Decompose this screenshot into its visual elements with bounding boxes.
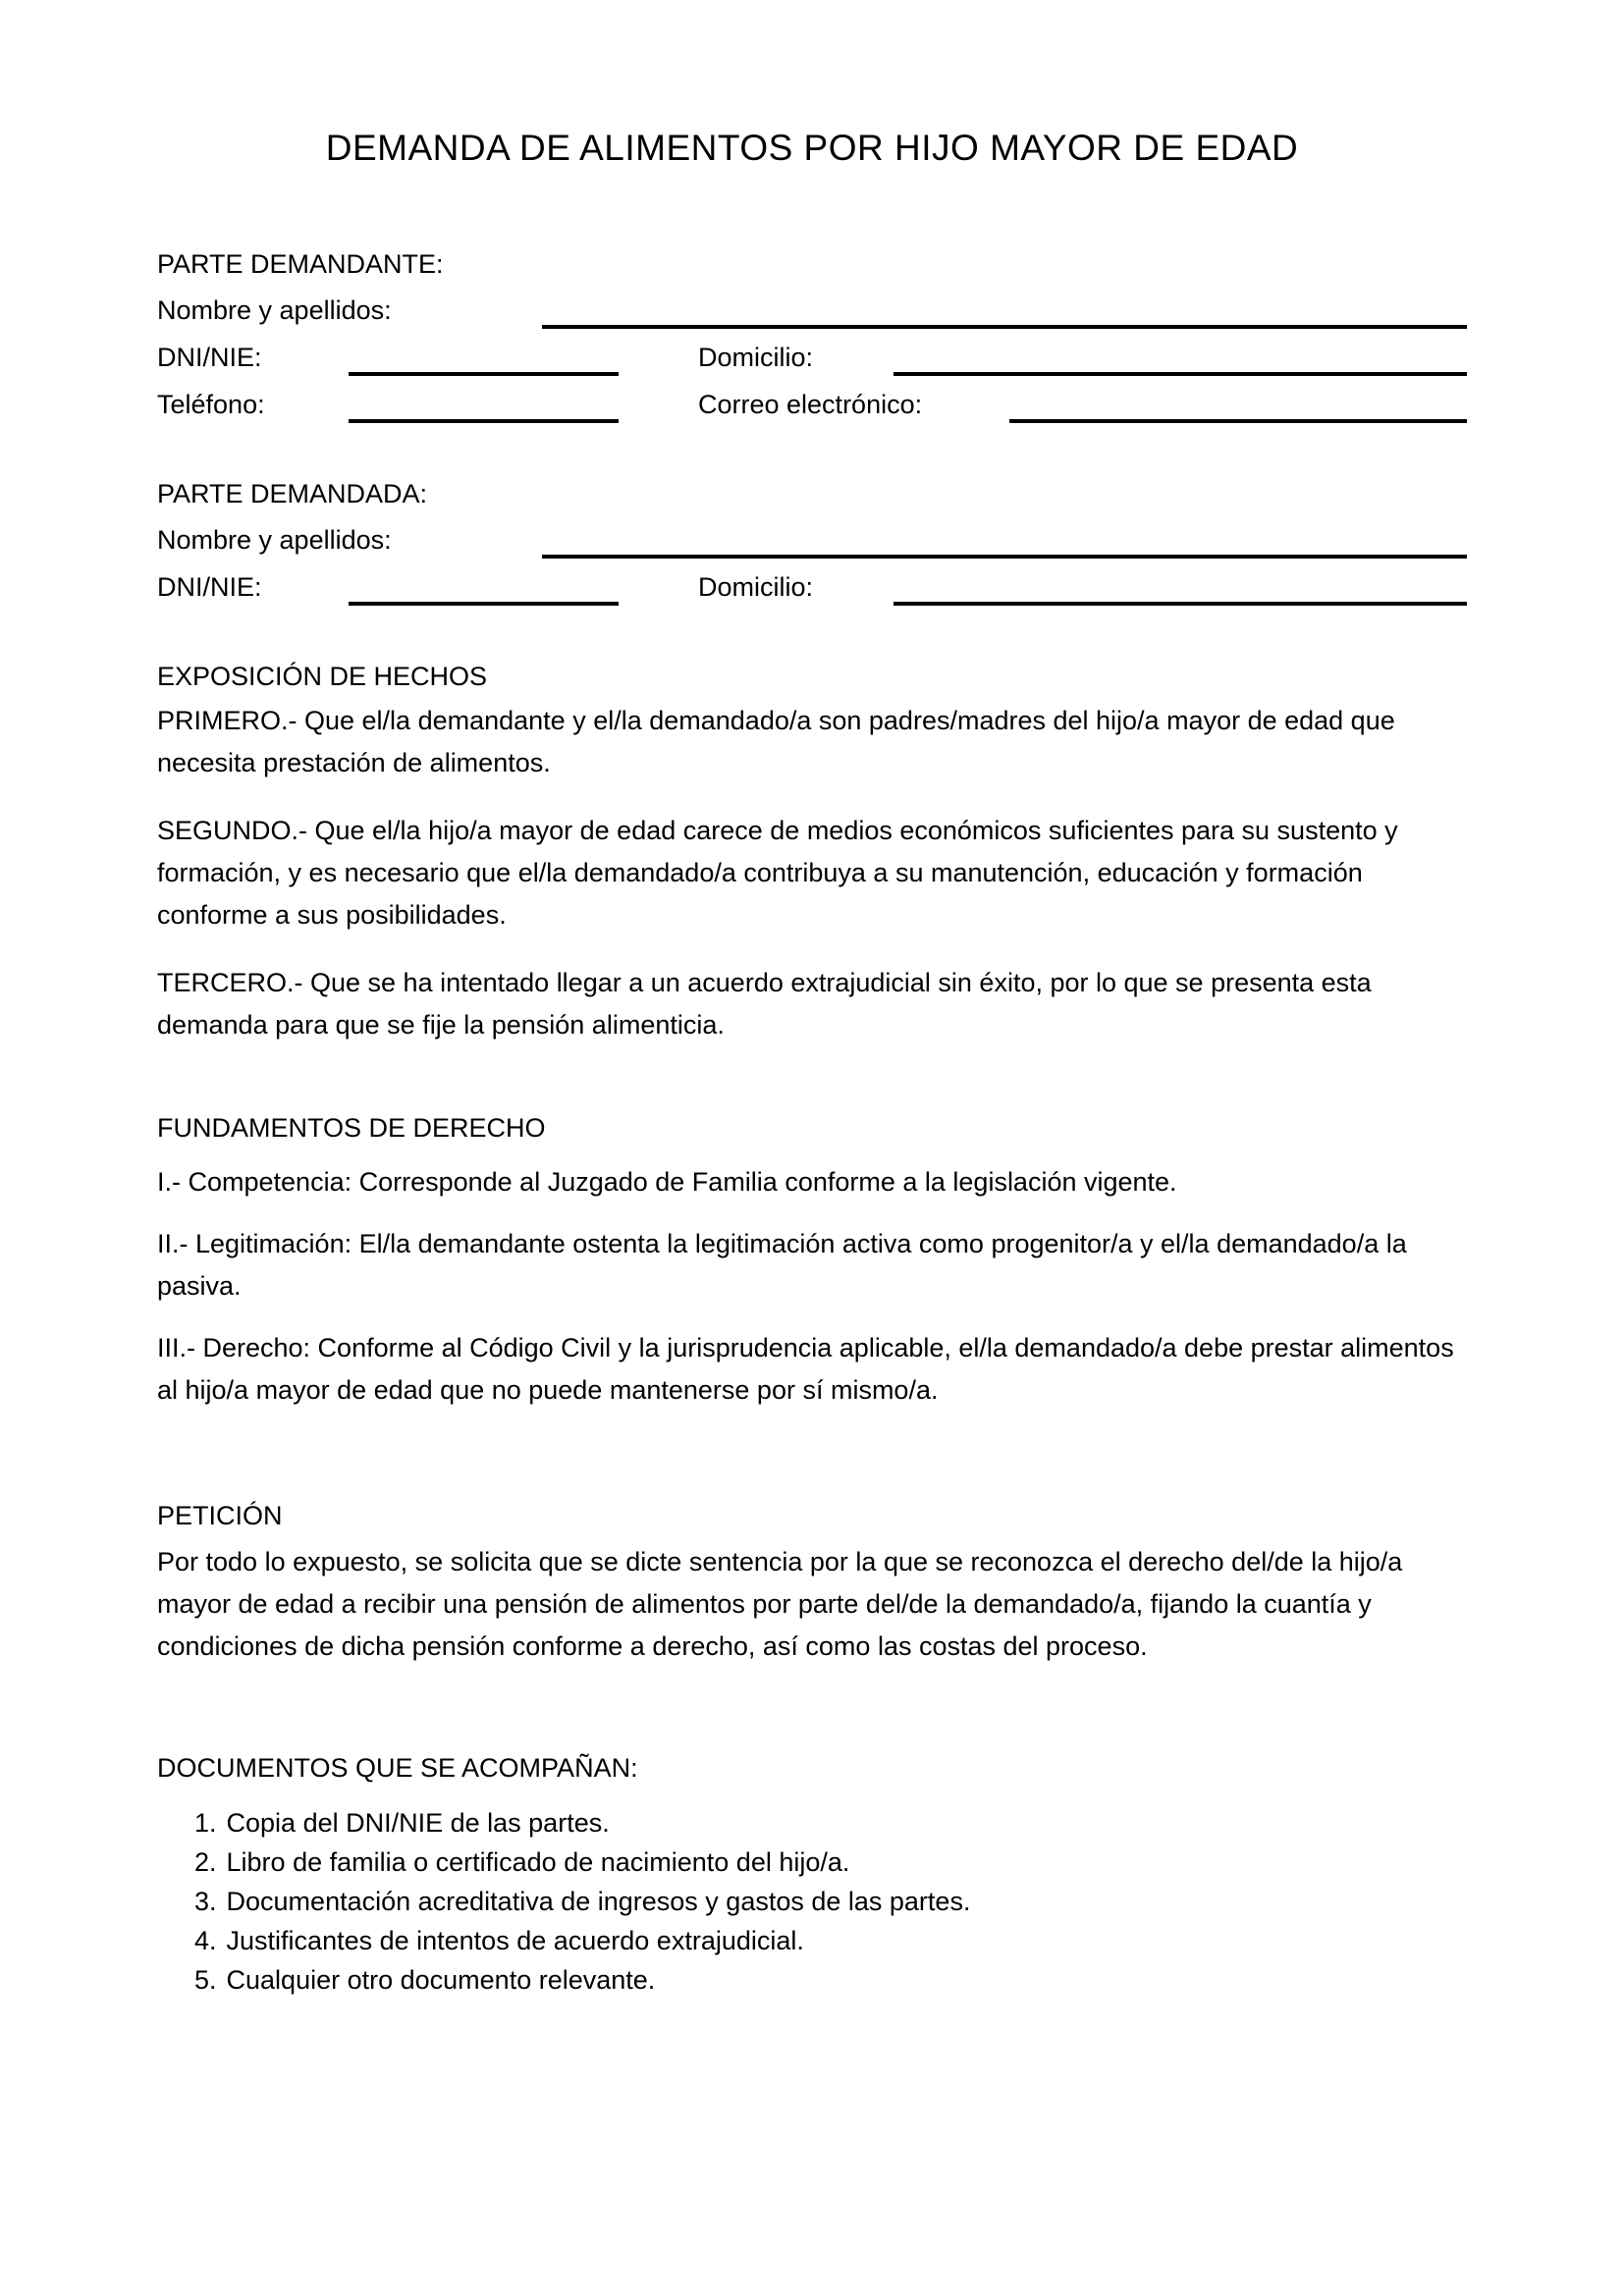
row-demandante-dni-domicilio xyxy=(157,335,1467,382)
documentos-heading: DOCUMENTOS QUE SE ACOMPAÑAN: xyxy=(157,1753,638,1783)
demandante-domicilio-label: Domicilio: xyxy=(698,343,814,372)
fundamentos-paragraph-derecho: III.- Derecho: Conforme al Código Civil y la jurisprudencia aplicable, el/la demandado/a debe prestar alimentos al hijo/a mayor de edad que no puede mantenerse por sí mismo/a. xyxy=(157,1333,1454,1405)
demandada-nombre-label: Nombre y apellidos: xyxy=(157,525,392,555)
documentos-list xyxy=(157,1803,1467,2000)
demandante-dni-label: DNI/NIE: xyxy=(157,343,262,372)
section-fundamentos-de-derecho xyxy=(157,1107,1467,1412)
demandante-dni-field-line[interactable] xyxy=(349,372,619,376)
section-documentos xyxy=(157,1747,1467,2000)
documentos-list-item xyxy=(194,1960,1467,2000)
demandante-correo-label: Correo electrónico: xyxy=(698,390,923,419)
row-demandante-nombre xyxy=(157,288,1467,335)
documentos-item-number: 5. xyxy=(194,1965,217,1995)
demandada-dni-field-line[interactable] xyxy=(349,602,619,606)
demandante-telefono-label: Teléfono: xyxy=(157,390,265,419)
fundamentos-paragraph-competencia: I.- Competencia: Corresponde al Juzgado de Familia conforme a la legislación vigente. xyxy=(157,1167,1177,1197)
documentos-list-item xyxy=(194,1842,1467,1882)
peticion-heading: PETICIÓN xyxy=(157,1501,283,1530)
documentos-item-text: Justificantes de intentos de acuerdo extrajudicial. xyxy=(226,1926,804,1955)
hechos-paragraph-segundo: SEGUNDO.- Que el/la hijo/a mayor de edad carece de medios económicos suficientes para su sustento y formación, y es necesario que el/la demandado/a contribuya a su manutención, educación y formación conforme a sus posibilidades. xyxy=(157,816,1398,930)
documentos-list-item xyxy=(194,1803,1467,1842)
demandante-telefono-field-line[interactable] xyxy=(349,419,619,423)
documentos-item-number: 1. xyxy=(194,1808,217,1838)
demandada-domicilio-label: Domicilio: xyxy=(698,572,814,602)
demandante-domicilio-field-line[interactable] xyxy=(893,372,1467,376)
documentos-item-text: Libro de familia o certificado de nacimiento del hijo/a. xyxy=(226,1847,850,1877)
section-exposicion-de-hechos xyxy=(157,656,1467,1046)
row-demandada-dni-domicilio xyxy=(157,564,1467,612)
demandada-dni-label: DNI/NIE: xyxy=(157,572,262,602)
fundamentos-heading: FUNDAMENTOS DE DERECHO xyxy=(157,1113,546,1143)
row-demandante-telefono-correo xyxy=(157,382,1467,429)
demandante-correo-field-line[interactable] xyxy=(1009,419,1467,423)
demandante-nombre-label: Nombre y apellidos: xyxy=(157,295,392,325)
documentos-item-text: Cualquier otro documento relevante. xyxy=(226,1965,656,1995)
section-peticion xyxy=(157,1495,1467,1668)
documentos-list-item xyxy=(194,1882,1467,1921)
documentos-item-number: 4. xyxy=(194,1926,217,1955)
hechos-paragraph-tercero: TERCERO.- Que se ha intentado llegar a un acuerdo extrajudicial sin éxito, por lo que se presenta esta demanda para que se fije la pensión alimenticia. xyxy=(157,968,1372,1040)
parte-demandada-heading: PARTE DEMANDADA: xyxy=(157,479,428,508)
documentos-item-number: 3. xyxy=(194,1887,217,1916)
hechos-paragraph-primero: PRIMERO.- Que el/la demandante y el/la demandado/a son padres/madres del hijo/a mayor de edad que necesita prestación de alimentos. xyxy=(157,706,1395,777)
documentos-item-text: Copia del DNI/NIE de las partes. xyxy=(226,1808,610,1838)
section-parte-demandada xyxy=(157,473,1467,612)
section-parte-demandante xyxy=(157,243,1467,429)
parte-demandante-heading: PARTE DEMANDANTE: xyxy=(157,249,444,279)
documentos-item-text: Documentación acreditativa de ingresos y gastos de las partes. xyxy=(226,1887,971,1916)
demandada-nombre-field-line[interactable] xyxy=(542,555,1467,559)
peticion-paragraph: Por todo lo expuesto, se solicita que se dicte sentencia por la que se reconozca el derecho del/de la hijo/a mayor de edad a recibir una pensión de alimentos por parte del/de la demandado/a, fijando la cuantía y condiciones de dicha pensión conforme a derecho, así como las costas del proceso. xyxy=(157,1547,1403,1661)
document-title: DEMANDA DE ALIMENTOS POR HIJO MAYOR DE EDAD xyxy=(325,128,1299,168)
documentos-item-number: 2. xyxy=(194,1847,217,1877)
hechos-heading: EXPOSICIÓN DE HECHOS xyxy=(157,662,488,691)
row-demandada-nombre xyxy=(157,517,1467,564)
demandante-nombre-field-line[interactable] xyxy=(542,325,1467,329)
fundamentos-paragraph-legitimacion: II.- Legitimación: El/la demandante ostenta la legitimación activa como progenitor/a y el/la demandado/a la pasiva. xyxy=(157,1229,1407,1301)
demandada-domicilio-field-line[interactable] xyxy=(893,602,1467,606)
documentos-list-item xyxy=(194,1921,1467,1960)
